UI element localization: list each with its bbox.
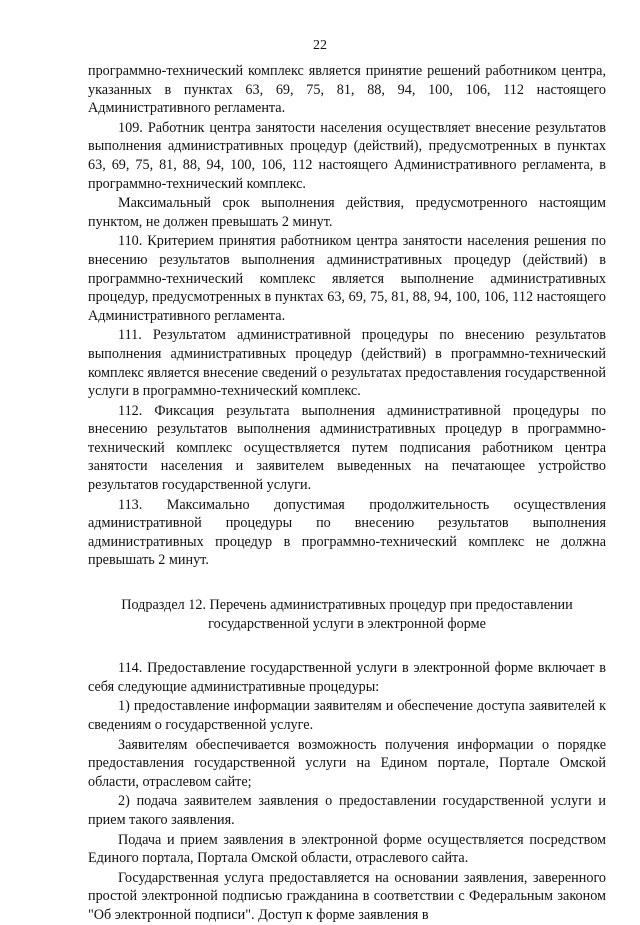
paragraph-113: 113. Максимально допустимая продолжительность осуществления административной процедуры по внесению результатов выполнения административных процедур в программно-технический комплекс не должна превышать 2 минут.	[88, 496, 606, 569]
section-heading-line-2: государственной услуги в электронной форме	[208, 615, 486, 632]
section-heading-line-1: Подраздел 12. Перечень административных процедур при предоставлении	[121, 597, 573, 614]
paragraph-114-item-1-detail: Заявителям обеспечивается возможность получения информации о порядке предоставления государственной услуги на Едином портале, Портале Омской области, отраслевом сайте;	[88, 736, 606, 790]
paragraph-114-item-1: 1) предоставление информации заявителям и обеспечение доступа заявителей к сведениям о государственной услуге.	[88, 698, 606, 733]
section-heading	[88, 596, 606, 633]
document-body	[88, 62, 606, 925]
paragraph-114-item-2: 2) подача заявителем заявления о предоставлении государственной услуги и прием такого заявления.	[88, 793, 606, 828]
page-number: 22	[313, 38, 327, 53]
paragraph-111: 111. Результатом административной процедуры по внесению результатов выполнения административных процедур (действий) в программно-технический комплекс является внесение сведений о результатах предоставления государственной услуги в программно-технический комплекс.	[88, 327, 606, 400]
paragraph-110: 110. Критерием принятия работником центра занятости населения решения по внесению результатов выполнения административных процедур (действий) в программно-технический комплекс является выполнение административных процедур, предусмотренных в пунктах 63, 69, 75, 81, 88, 94, 100, 106, 112 настоящего Административного регламента.	[88, 233, 606, 324]
paragraph-114: 114. Предоставление государственной услуги в электронной форме включает в себя следующие административные процедуры:	[88, 660, 606, 695]
paragraph-114-item-2-detail: Подача и прием заявления в электронной форме осуществляется посредством Единого портала, Портала Омской области, отраслевого сайта.	[88, 831, 606, 867]
paragraph-continuation: программно-технический комплекс является принятие решений работником центра, указанных в пунктах 63, 69, 75, 81, 88, 94, 100, 106, 112 настоящего Административного регламента.	[88, 63, 606, 117]
paragraph-112: 112. Фиксация результата выполнения административной процедуры по внесению результатов выполнения административных процедур в программно-технический комплекс осуществляется путем подписания работником центра занятости населения и заявителем выведенных на печатающее устройство результатов государственной услуги.	[88, 402, 606, 494]
paragraph-114-basis: Государственная услуга предоставляется на основании заявления, заверенного простой электронной подписью гражданина в соответствии с Федеральным законом "Об электронной подписи". Доступ к форме заявления в	[88, 869, 606, 923]
paragraph-109-max-time: Максимальный срок выполнения действия, предусмотренного настоящим пунктом, не должен превышать 2 минут.	[88, 195, 606, 230]
paragraph-109: 109. Работник центра занятости населения осуществляет внесение результатов выполнения административных процедур (действий), предусмотренных в пунктах 63, 69, 75, 81, 88, 94, 100, 106, 112 настоящего Административного регламента, в программно-технический комплекс.	[88, 119, 606, 192]
